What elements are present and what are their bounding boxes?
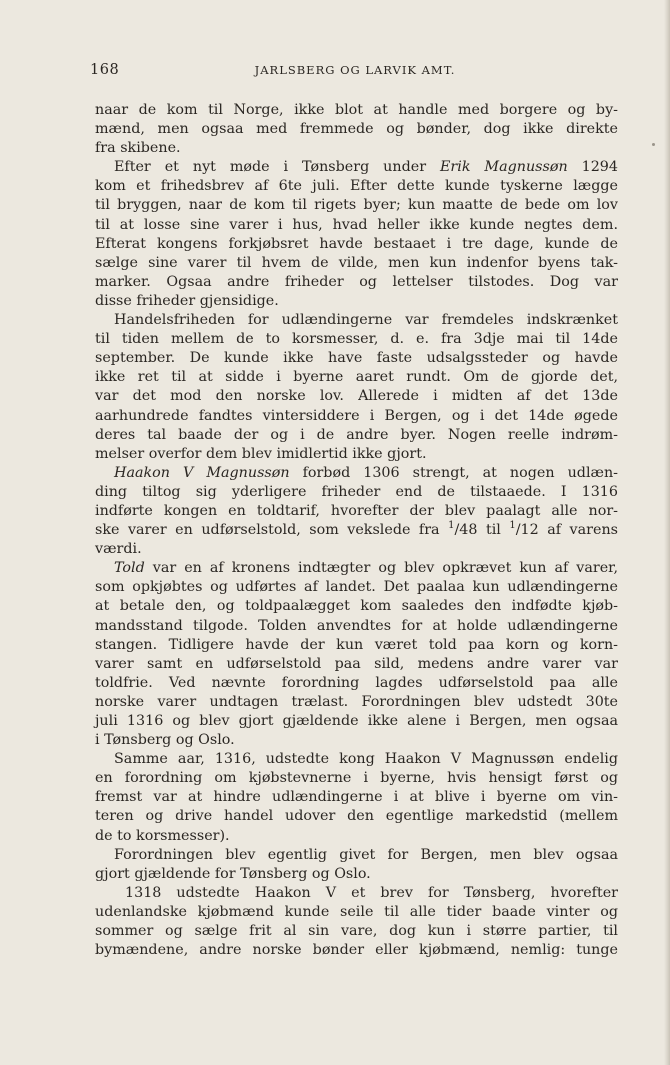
margin-mark (652, 143, 655, 146)
fraction-denominator: /48 til (454, 522, 510, 539)
person-name: Erik Magnussøn (439, 159, 568, 176)
text-line: ding tiltog sig yderligere friheder end de tilstaaede. I 1316 (95, 483, 618, 500)
text-line: Handelsfriheden for udlændingerne var fremdeles indskrænket (114, 312, 618, 329)
text-line: fra skibene. (95, 140, 181, 157)
text-line: naar de kom til Norge, ikke blot at handle med borgere og by- (95, 102, 618, 118)
text-line: var det mod den norske lov. Allerede i midten af det 13de (95, 388, 618, 405)
text-line: Samme aar, 1316, udstedte kong Haakon V Magnussøn endelig (114, 751, 618, 768)
text-line: Forordningen blev egentlig givet for Bergen, men blev ogsaa (114, 846, 618, 863)
text-line: toldfrie. Ved nævnte forordning lagdes udførselstold paa alle (95, 674, 618, 691)
text-line: kom et frihedsbrev af 6te juli. Efter dette kunde tyskerne lægge (95, 178, 618, 195)
text-line (95, 158, 618, 177)
text-line: varer samt en udførselstold paa sild, medens andre varer var (95, 655, 618, 672)
text-line: 1318 udstedte Haakon V et brev for Tønsberg, hvorefter (125, 884, 618, 901)
text-line: juli 1316 og blev gjort gjældende ikke alene i Bergen, men ogsaa (95, 713, 618, 729)
page-edge (664, 0, 670, 1065)
text-segment: forbød 1306 strengt, at nogen udlæn- (289, 464, 618, 481)
text-line: teren og drive handel udover den egentlige markedstid (mellem (95, 808, 618, 825)
text-line: udenlandske kjøbmænd kunde seile til alle tider baade vinter og (95, 903, 618, 920)
page-header (90, 62, 620, 82)
fraction-numerator: 1 (448, 520, 455, 532)
fraction-numerator: 1 (509, 520, 516, 532)
text-line: stangen. Tidligere havde der kun været told paa korn og korn- (95, 636, 618, 653)
text-line: som opkjøbtes og udførtes af landet. Det paalaa kun udlændingerne (95, 579, 618, 596)
text-line: disse friheder gjensidige. (95, 292, 279, 309)
text-line: til tiden mellem de to korsmesser, d. e. fra 3dje mai til 14de (95, 331, 618, 348)
text-segment: 1294 (567, 159, 618, 176)
text-line: sælge sine varer til hvem de vilde, men kun indenfor byens tak- (95, 254, 618, 271)
text-line: gjort gjældende for Tønsberg og Oslo. (95, 865, 371, 882)
text-line: indførte kongen en toldtarif, hvorefter der blev paalagt alle nor- (95, 502, 618, 519)
text-line: deres tal baade der og i de andre byer. Nogen reelle indrøm- (95, 426, 618, 443)
text-line (95, 521, 618, 540)
text-line: værdi. (95, 541, 142, 558)
text-line: fremst var at hindre udlændingerne i at blive i byerne om vin- (95, 789, 618, 806)
text-line: norske varer undtagen trælast. Forordningen blev udstedt 30te (95, 693, 618, 710)
page-number: 168 (90, 62, 120, 78)
text-segment: Efter et nyt møde i Tønsberg under (114, 159, 440, 176)
text-line: de to korsmesser). (95, 827, 230, 844)
running-title: JARLSBERG OG LARVIK AMT. (254, 63, 456, 77)
text-line: sommer og sælge frit al sin vare, dog kun i større partier, til (95, 923, 618, 940)
person-name: Haakon V Magnussøn (114, 464, 290, 481)
emphasized-term: Told (114, 560, 145, 577)
text-segment: var en af kronens indtægter og blev opkrævet kun af varer, (144, 560, 618, 577)
text-line: september. De kunde ikke have faste udsalgssteder og havde (95, 350, 618, 367)
text-line: ikke ret til at sidde i byerne aaret rundt. Om de gjorde det, (95, 369, 618, 386)
body-text (95, 101, 618, 960)
text-line: mænd, men ogsaa med fremmede og bønder, dog ikke direkte (95, 121, 618, 138)
text-segment: ske varer en udførselstold, som vekslede fra (95, 522, 449, 539)
text-line: til at losse sine varer i hus, hvad heller ikke kunde negtes dem. (95, 216, 618, 233)
text-line: marker. Ogsaa andre friheder og lettelser tilstodes. Dog var (95, 273, 618, 290)
text-line: Efterat kongens forkjøbsret havde bestaaet i tre dage, kunde de (95, 235, 618, 252)
text-line: melser overfor dem blev imidlertid ikke gjort. (95, 445, 427, 462)
text-line (95, 559, 618, 578)
text-line: til bryggen, naar de kom til rigets byer; kun maatte de bede om lov (95, 197, 618, 214)
text-line: mandsstand tilgode. Tolden anvendtes for at holde udlændingerne (95, 617, 618, 634)
text-line: bymændene, andre norske bønder eller kjøbmænd, nemlig: tunge (95, 942, 618, 959)
text-line: en forordning om kjøbstevnerne i byerne, hvis hensigt først og (95, 770, 618, 787)
text-line (95, 464, 618, 483)
text-line: aarhundrede fandtes vintersiddere i Bergen, og i det 14de øgede (95, 407, 618, 424)
fraction-denominator: /12 af varens (515, 522, 618, 539)
text-line: i Tønsberg og Oslo. (95, 732, 235, 749)
text-line: at betale den, og toldpaalægget kom saaledes den indfødte kjøb- (95, 598, 618, 615)
